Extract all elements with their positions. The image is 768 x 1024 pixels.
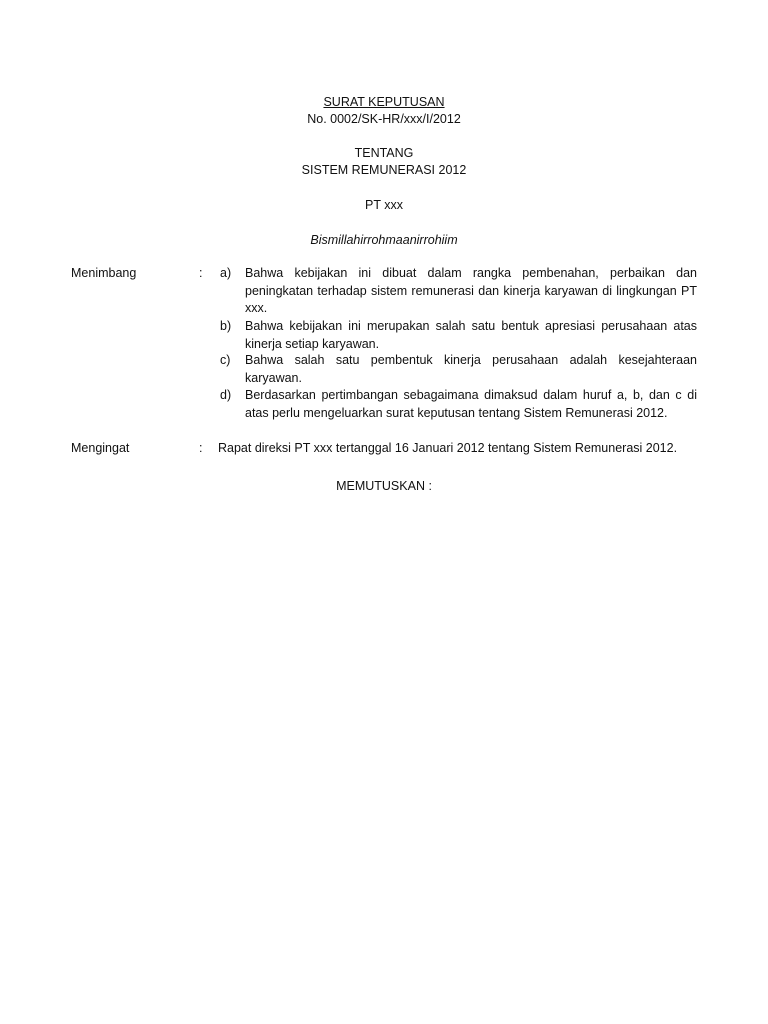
menimbang-item-d [220,387,697,422]
menimbang-item-b [220,318,697,353]
menimbang-item-c [220,352,697,387]
item-letter: c) [220,353,231,367]
menimbang-item-a [220,265,697,318]
mengingat-colon: : [199,441,203,455]
item-text: Bahwa kebijakan ini merupakan salah satu bentuk apresiasi perusahaan atas kinerja setiap karyawan. [245,319,697,351]
document-number: No. 0002/SK-HR/xxx/I/2012 [307,112,461,126]
item-text: Bahwa salah satu pembentuk kinerja perusahaan adalah kesejahteraan karyawan. [245,353,697,385]
subject-heading: SISTEM REMUNERASI 2012 [301,163,467,177]
mengingat-label: Mengingat [71,441,130,455]
item-letter: d) [220,388,232,402]
memutuskan-heading: MEMUTUSKAN : [336,479,432,493]
menimbang-colon: : [199,266,203,280]
basmalah-line: Bismillahirrohmaanirrohiim [310,233,458,247]
mengingat-text: Rapat direksi PT xxx tertanggal 16 Januari 2012 tentang Sistem Remunerasi 2012. [218,441,678,455]
document-title: SURAT KEPUTUSAN [323,95,445,109]
menimbang-label: Menimbang [71,266,137,280]
company-name: PT xxx [365,198,403,212]
tentang-heading: TENTANG [354,146,414,160]
item-letter: b) [220,319,232,333]
item-letter: a) [220,266,232,280]
item-text: Bahwa kebijakan ini dibuat dalam rangka pembenahan, perbaikan dan peningkatan terhadap sistem remunerasi dan kinerja karyawan di lingkungan PT xxx. [245,266,697,315]
item-text: Berdasarkan pertimbangan sebagaimana dimaksud dalam huruf a, b, dan c di atas perlu mengeluarkan surat keputusan tentang Sistem Remunerasi 2012. [245,388,697,420]
